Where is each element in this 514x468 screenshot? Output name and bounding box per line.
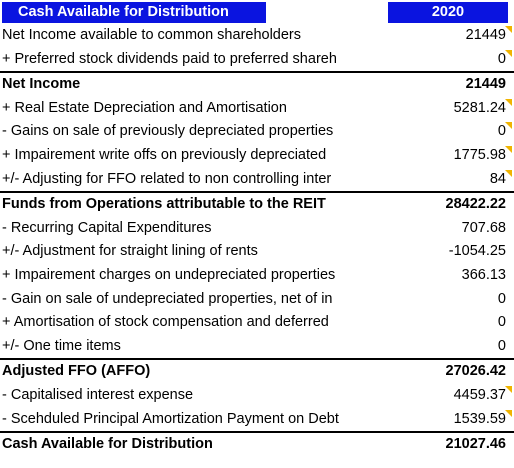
row-impairment-writeoffs xyxy=(0,144,514,168)
row-label[interactable]: - Capitalised interest expense xyxy=(2,386,194,403)
row-net-income-common xyxy=(0,24,514,48)
row-capitalised-interest xyxy=(0,384,514,408)
row-straight-lining xyxy=(0,240,514,264)
row-one-time-items xyxy=(0,335,514,361)
row-value[interactable]: 5281.24 xyxy=(453,99,506,116)
row-value[interactable]: 0 xyxy=(497,123,506,140)
header-title-cell[interactable]: Cash Available for Distribution xyxy=(2,2,266,23)
row-value[interactable]: 27026.42 xyxy=(445,363,506,380)
row-label[interactable]: Net Income xyxy=(2,76,81,93)
row-label[interactable]: +/- Adjusting for FFO related to non controlling inter xyxy=(2,170,332,187)
comment-marker-icon xyxy=(505,26,512,33)
row-value[interactable]: 0 xyxy=(497,314,506,331)
row-label[interactable]: Cash Available for Distribution xyxy=(2,436,213,453)
row-principal-amortization xyxy=(0,408,514,434)
header-row xyxy=(0,0,514,24)
row-depreciation xyxy=(0,97,514,121)
row-affo xyxy=(0,360,514,384)
row-value[interactable]: 84 xyxy=(489,170,506,187)
row-label[interactable]: - Recurring Capital Expenditures xyxy=(2,219,212,236)
row-label[interactable]: Net Income available to common shareholders xyxy=(2,27,302,43)
comment-marker-icon xyxy=(505,99,512,106)
row-value[interactable]: 21027.46 xyxy=(445,436,506,453)
row-value[interactable]: 707.68 xyxy=(461,219,506,236)
row-stock-compensation xyxy=(0,311,514,335)
row-value[interactable]: 0 xyxy=(497,50,506,67)
row-ffo-adjustment xyxy=(0,168,514,194)
row-label[interactable]: + Preferred stock dividends paid to preferred shareh xyxy=(2,50,337,67)
row-value[interactable]: 4459.37 xyxy=(453,386,506,403)
header-year-cell[interactable]: 2020 xyxy=(388,2,508,23)
row-gain-undepreciated xyxy=(0,288,514,312)
row-net-income xyxy=(0,73,514,97)
row-impairment-undepreciated xyxy=(0,264,514,288)
row-ffo xyxy=(0,193,514,217)
row-label[interactable]: - Gains on sale of previously depreciated properties xyxy=(2,123,334,140)
row-label[interactable]: + Impairement write offs on previously depreciated xyxy=(2,146,327,163)
row-label[interactable]: +/- One time items xyxy=(2,337,121,354)
comment-marker-icon xyxy=(505,386,512,393)
comment-marker-icon xyxy=(505,122,512,129)
row-label[interactable]: - Gain on sale of undepreciated properties, net of in xyxy=(2,290,333,307)
row-gains-depreciated xyxy=(0,120,514,144)
row-label[interactable]: +/- Adjustment for straight lining of rents xyxy=(2,243,258,260)
row-label[interactable]: + Real Estate Depreciation and Amortisation xyxy=(2,99,287,116)
comment-marker-icon xyxy=(505,170,512,177)
row-label[interactable]: Adjusted FFO (AFFO) xyxy=(2,363,151,380)
row-value[interactable]: 0 xyxy=(497,337,506,354)
comment-marker-icon xyxy=(505,50,512,57)
row-label[interactable]: - Scehduled Principal Amortization Payment on Debt xyxy=(2,410,339,427)
row-label[interactable]: + Impairement charges on undepreciated properties xyxy=(2,266,336,283)
row-value[interactable]: 1775.98 xyxy=(453,146,506,163)
row-value[interactable]: 21449 xyxy=(465,27,506,43)
row-preferred-dividends xyxy=(0,48,514,74)
comment-marker-icon xyxy=(505,146,512,153)
row-label[interactable]: + Amortisation of stock compensation and deferred xyxy=(2,314,329,331)
row-value[interactable]: 21449 xyxy=(465,76,506,93)
row-value[interactable]: 28422.22 xyxy=(445,196,506,213)
row-recurring-capex xyxy=(0,217,514,241)
row-value[interactable]: 366.13 xyxy=(461,266,506,283)
comment-marker-icon xyxy=(505,410,512,417)
row-cad xyxy=(0,433,514,457)
row-label[interactable]: Funds from Operations attributable to the REIT xyxy=(2,196,326,213)
row-value[interactable]: 1539.59 xyxy=(453,410,506,427)
row-value[interactable]: -1054.25 xyxy=(448,243,506,260)
row-value[interactable]: 0 xyxy=(497,290,506,307)
